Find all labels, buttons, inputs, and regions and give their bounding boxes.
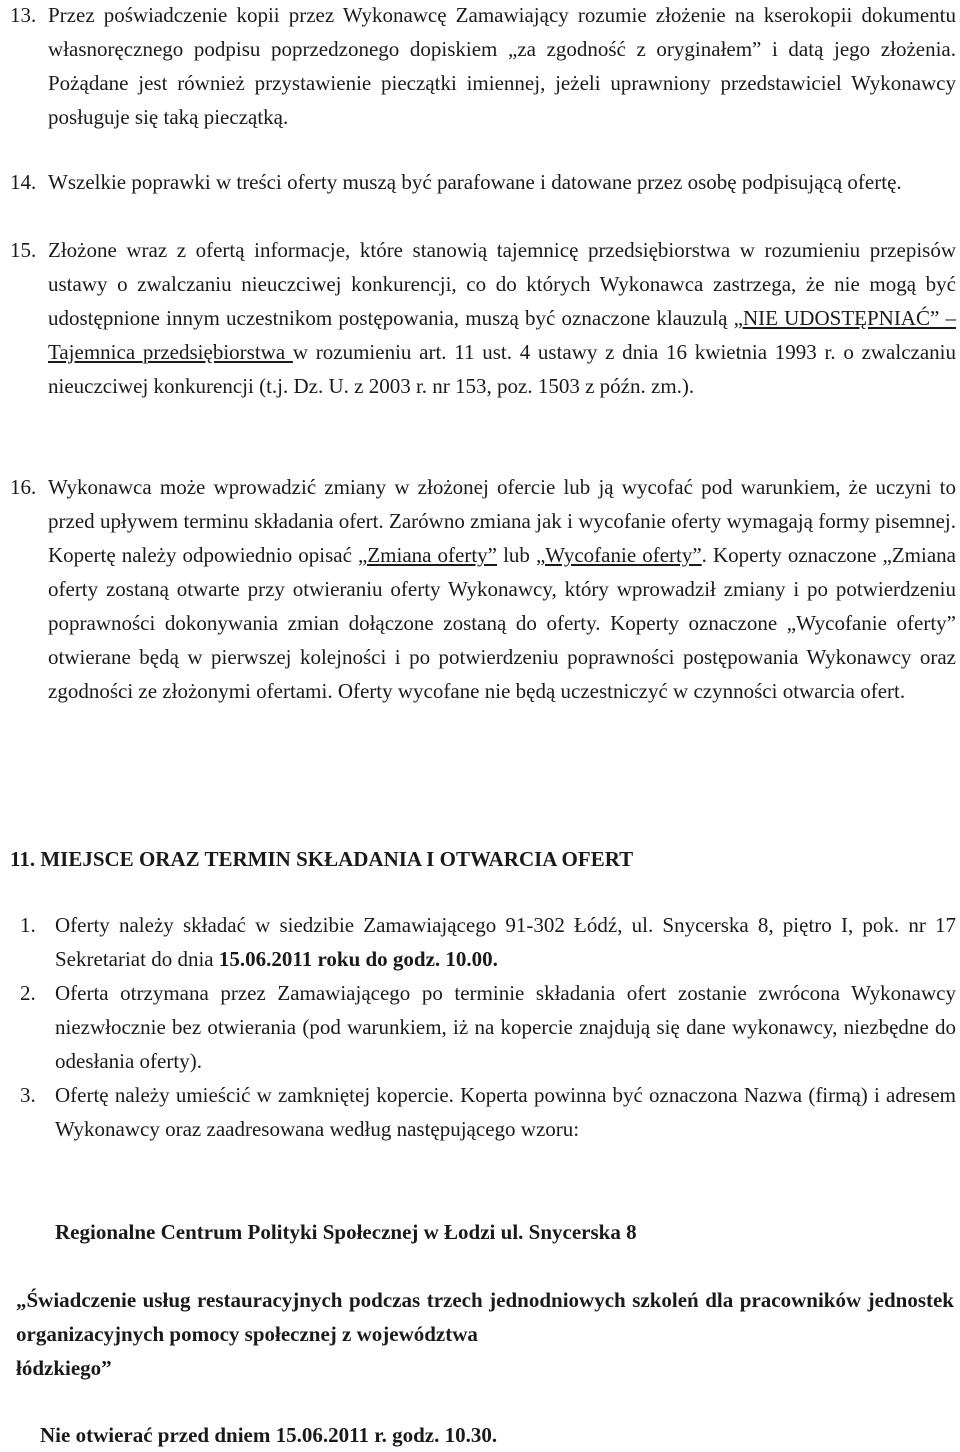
underlined-label: „Zmiana oferty”	[358, 543, 497, 567]
item-text	[48, 470, 956, 708]
envelope-title-text: łódzkiego”	[16, 1356, 112, 1380]
item-text: Wszelkie poprawki w treści oferty muszą być parafowane i datowane przez osobę podpisującą ofertę.	[48, 170, 902, 194]
item-text-part: . Koperty oznaczone „Zmiana oferty zostaną otwarte przy otwieraniu oferty Wykonawcy, który wprowadził zmiany i po potwierdzeniu poprawności dokonywania zmian dołączone zostaną do oferty. Koperty oznaczone „Wycofanie oferty” otwierane będą w pierwszej kolejności i po potwierdzeniu poprawności postępowania Wykonawcy oraz zgodności ze złożonymi ofertami. Oferty wycofane nie będą uczestniczyć w czynności otwarcia ofert.	[48, 543, 956, 703]
list-item-14	[10, 165, 956, 199]
item-number: 16.	[10, 475, 37, 499]
sub-item-number: 3.	[20, 1083, 36, 1107]
sub-item-3	[20, 1078, 956, 1146]
deadline-bold: 15.06.2011 roku do godz. 10.00.	[218, 947, 498, 971]
envelope-title-text: „Świadczenie usług restauracyjnych podczas trzech jednodniowych szkoleń dla pracowników jednostek organizacyjnych pomocy społecznej z województwa	[16, 1288, 954, 1346]
envelope-address: Regionalne Centrum Polityki Społecznej w Łodzi ul. Snycerska 8	[55, 1220, 637, 1244]
sub-item-1	[20, 908, 956, 976]
sub-item-text	[55, 908, 956, 976]
item-text-part: w rozumieniu art. 11 ust. 4 ustawy z dnia 16 kwietnia 1993 r. o zwalczaniu nieuczciwej konkurencji (t.j. Dz. U. z 2003 r. nr 153, poz. 1503 z późn. zm.).	[48, 340, 957, 398]
envelope-title	[16, 1283, 954, 1385]
underlined-clause: „NIE UDOSTĘPNIAĆ” – Tajemnica przedsiębiorstwa	[48, 306, 956, 364]
sub-item-2	[20, 976, 956, 1078]
item-text: Przez poświadczenie kopii przez Wykonawcę Zamawiający rozumie złożenie na kserokopii dokumentu własnoręcznego podpisu poprzedzonego dopiskiem „za zgodność z oryginałem” i datą jego złożenia. Pożądane jest również przystawienie pieczątki imiennej, jeżeli uprawniony przedstawiciel Wykonawcy posługuje się taką pieczątką.	[48, 3, 956, 129]
list-item-16	[10, 470, 956, 708]
list-item-13	[10, 0, 956, 134]
sub-item-text-part: Oferty należy składać w siedzibie Zamawiającego 91-302 Łódź, ul. Snycerska 8, piętro I, pok. nr 17 Sekretariat do dnia	[55, 913, 956, 971]
list-item-15	[10, 233, 956, 403]
sub-item-number: 1.	[20, 913, 36, 937]
sub-item-text: Ofertę należy umieścić w zamkniętej kopercie. Koperta powinna być oznaczona Nazwa (firmą) i adresem Wykonawcy oraz zaadresowana według następującego wzoru:	[55, 1083, 956, 1141]
item-number: 15.	[10, 238, 37, 262]
item-number: 13.	[10, 3, 37, 27]
sub-item-number: 2.	[20, 981, 36, 1005]
sub-item-text: Oferta otrzymana przez Zamawiającego po terminie składania ofert zostanie zwrócona Wykonawcy niezwłocznie bez otwierania (pod warunkiem, iż na kopercie znajdują się dane wykonawcy, niezbędne do odesłania oferty).	[55, 981, 956, 1073]
section-heading: 11. MIEJSCE ORAZ TERMIN SKŁADANIA I OTWARCIA OFERT	[10, 847, 634, 871]
item-text-part: lub	[497, 543, 536, 567]
item-number: 14.	[10, 170, 37, 194]
item-text-part: Wykonawca może wprowadzić zmiany w złożonej ofercie lub ją wycofać pod warunkiem, że uczyni to przed upływem terminu składania ofert. Zarówno zmiana jak i wycofanie oferty wymagają formy pisemnej. Kopertę należy odpowiednio opisać	[48, 475, 956, 567]
item-text-part: Złożone wraz z ofertą informacje, które stanowią tajemnicę przedsiębiorstwa w rozumieniu przepisów ustawy o zwalczaniu nieuczciwej konkurencji, co do których Wykonawca zastrzega, że nie mogą być udostępnione innym uczestnikom postępowania, muszą być oznaczone klauzulą	[48, 238, 956, 330]
item-text	[48, 233, 956, 403]
underlined-label: „Wycofanie oferty”	[535, 543, 702, 567]
do-not-open-notice: Nie otwierać przed dniem 15.06.2011 r. godz. 10.30.	[40, 1423, 498, 1447]
